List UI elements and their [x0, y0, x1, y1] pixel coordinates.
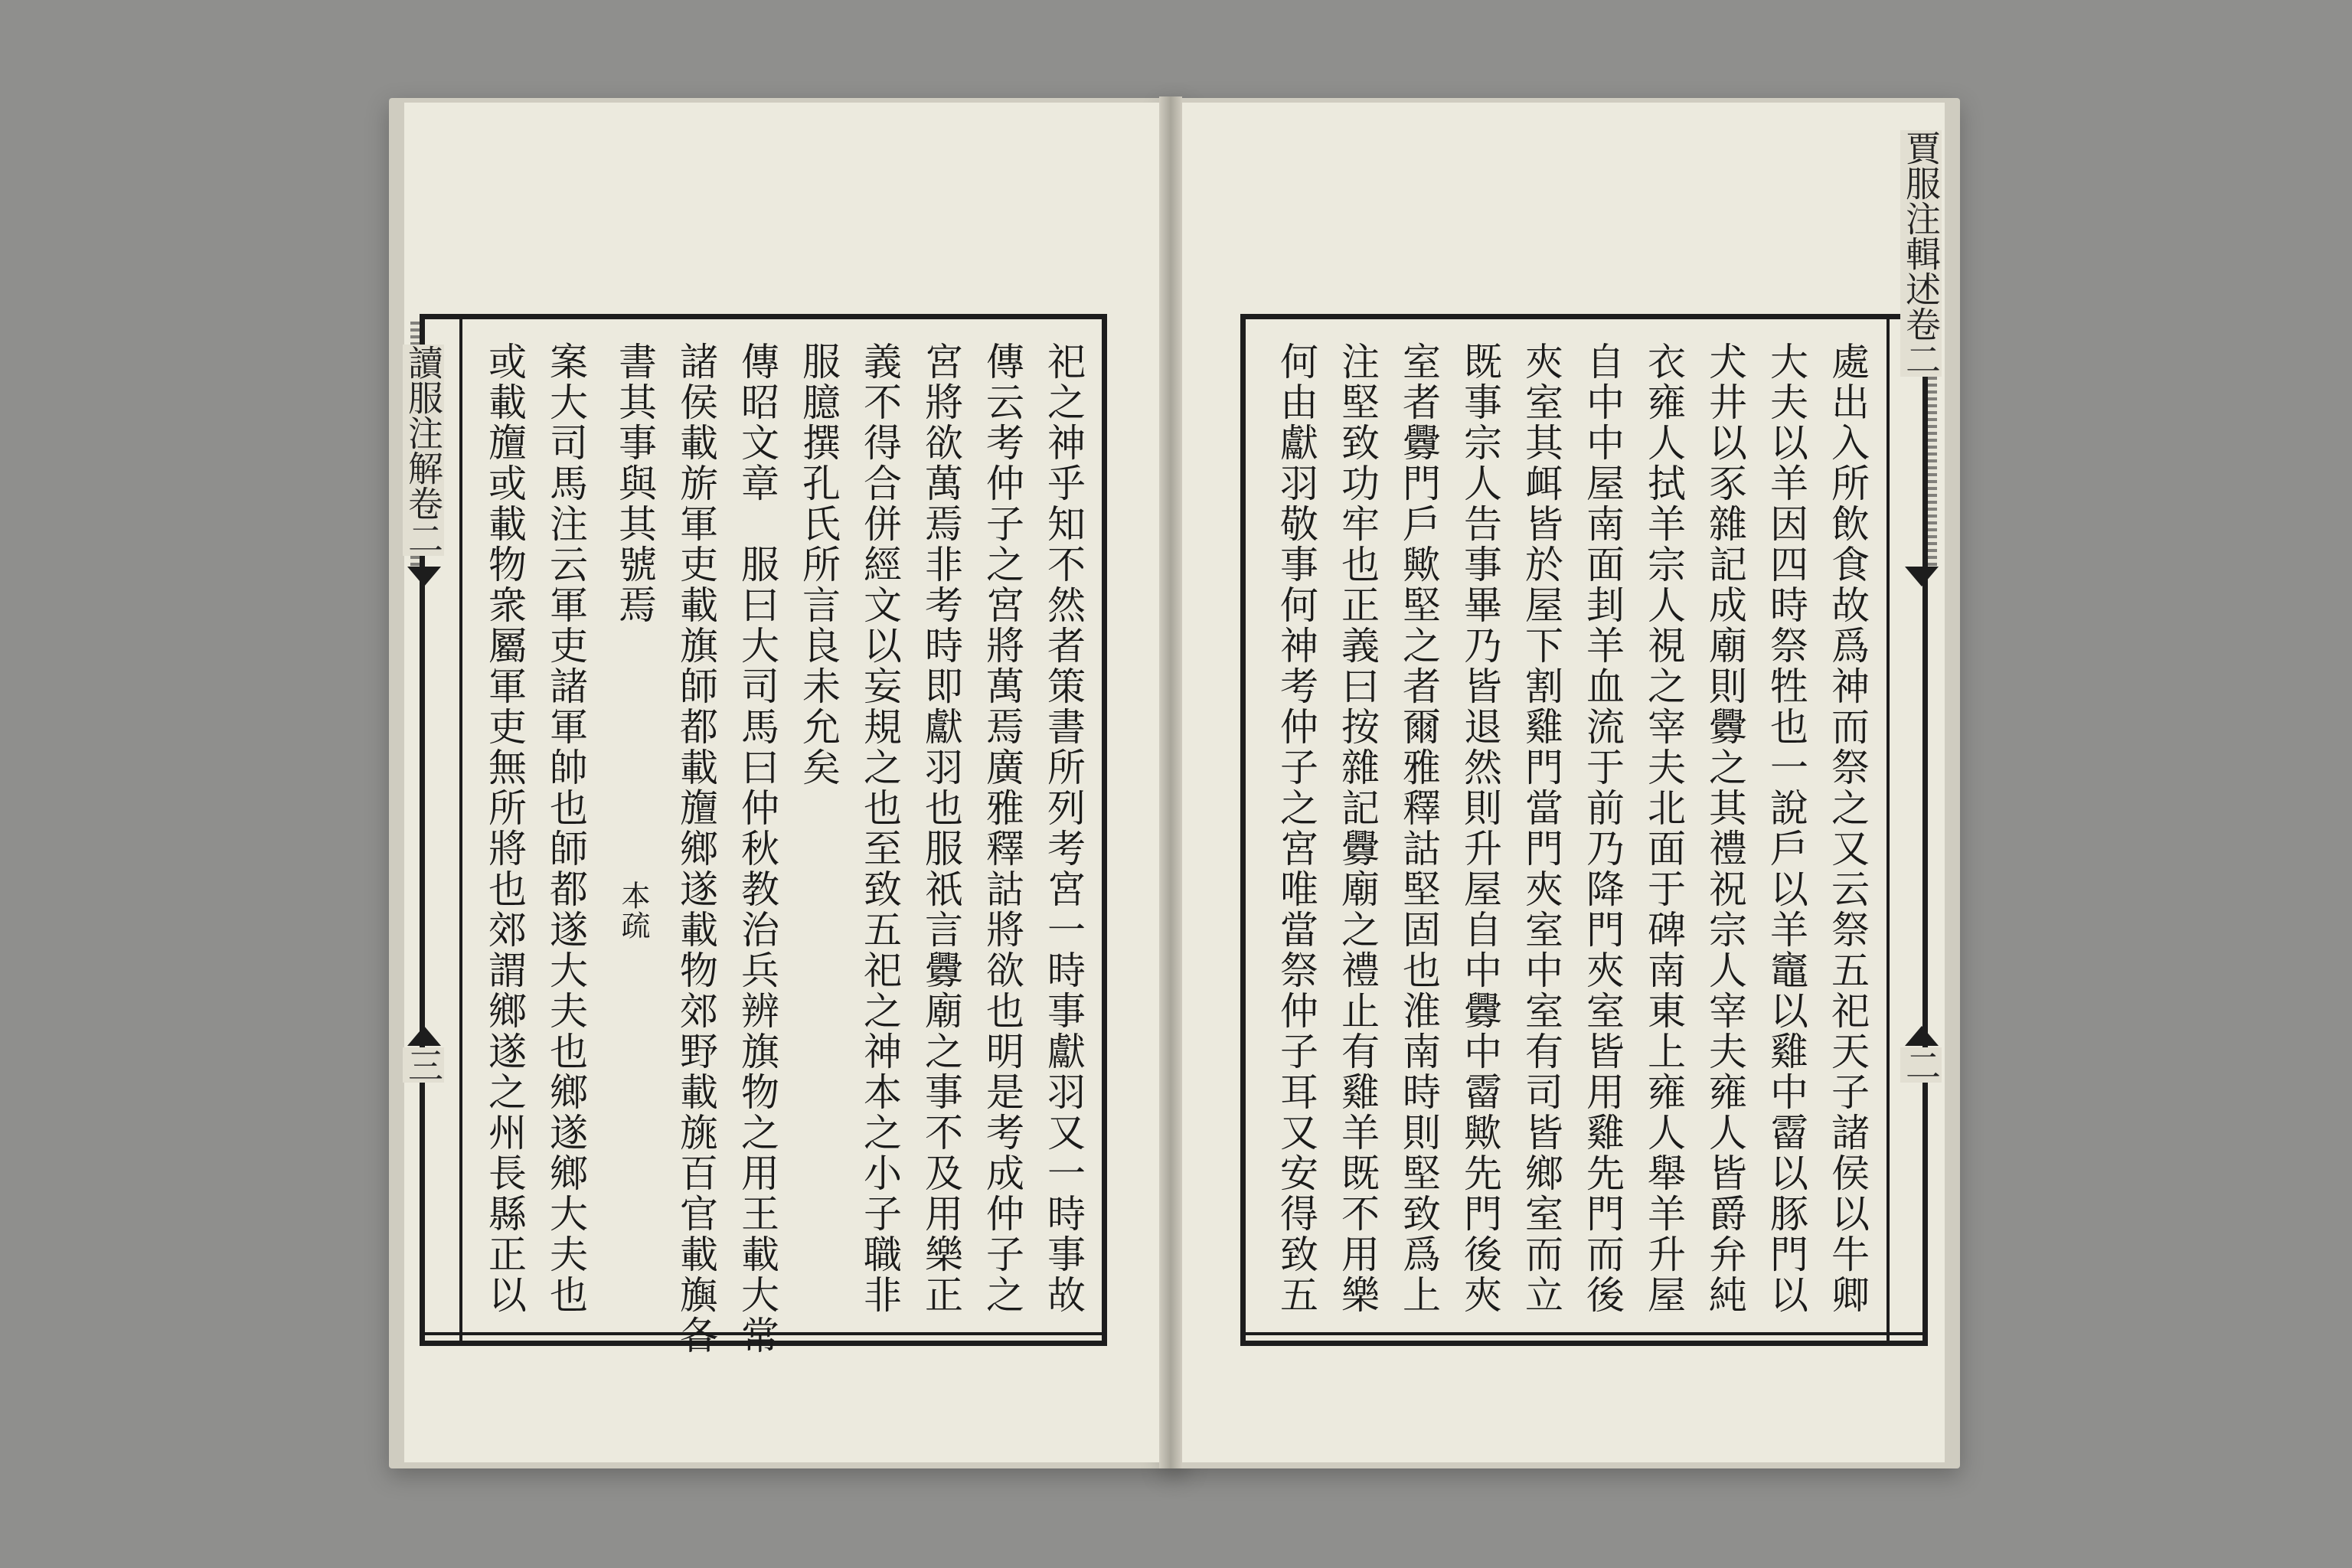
- left-column-2: 傳云考仲子之宮將萬焉廣雅釋詁將欲也明是考成仲子之: [980, 341, 1024, 1315]
- right-column-6: 夾室其衈皆於屋下割雞門當門夾室中室有司皆鄉室而立: [1519, 341, 1563, 1315]
- right-column-5: 自中中屋南面刲羊血流于前乃降門夾室皆用雞先門而後: [1580, 341, 1625, 1315]
- right-column-8: 室者釁門戶歟堅之者爾雅釋詁堅固也淮南時則堅致爲上: [1396, 341, 1441, 1315]
- right-column-9: 注堅致功牢也正義曰按雜記釁廟之禮止有雞羊既不用樂: [1335, 341, 1380, 1315]
- right-column-1: 處出入所飲食故爲神而祭之又云祭五祀天子諸侯以牛卿: [1825, 341, 1870, 1315]
- left-column-7: 諸侯載旂軍吏載旗師都載旜鄉遂載物郊野載旐百官載旟各: [674, 341, 718, 1356]
- right-fishtail-bottom: [1905, 1026, 1939, 1046]
- left-fishtail-bottom: [407, 1026, 441, 1046]
- book-gutter: [1159, 96, 1182, 1468]
- left-small-note: 本疏: [616, 880, 650, 940]
- left-column-4: 義不得合併經文以妄規之也至致五祀之神本之小子職非: [858, 341, 902, 1315]
- left-margin-page-number: 三: [403, 1047, 444, 1083]
- left-column-10: 或載旜或載物衆屬軍吏無所將也郊謂鄉遂之州長縣正以: [482, 341, 527, 1315]
- left-fishtail-top: [407, 567, 441, 586]
- left-column-3: 宮將欲萬焉非考時即獻羽也服祇言釁廟之事不及用樂正: [919, 341, 963, 1315]
- right-column-4: 衣雍人拭羊宗人視之宰夫北面于碑南東上雍人舉羊升屋: [1642, 341, 1686, 1315]
- left-column-5: 服臆撰孔氏所言良未允矣: [796, 341, 841, 788]
- left-column-8: 書其事與其號焉: [612, 341, 657, 626]
- left-column-9: 案大司馬注云軍吏諸軍帥也師都遂大夫也鄉遂鄉大夫也: [544, 341, 588, 1315]
- right-column-7: 既事宗人告事畢乃皆退然則升屋自中釁中霤歟先門後夾: [1458, 341, 1502, 1315]
- left-margin-rule: [459, 314, 462, 1346]
- right-column-3: 犬井以豕雜記成廟則釁之其禮祝宗人宰夫雍人皆爵弁純: [1703, 341, 1747, 1315]
- right-page-inner-line: [1240, 1332, 1928, 1335]
- right-column-2: 大夫以羊因四時祭牲也一說戶以羊竈以雞中霤以豚門以: [1764, 341, 1808, 1315]
- right-column-10: 何由獻羽敬事何神考仲子之宮唯當祭仲子耳又安得致五: [1274, 341, 1318, 1315]
- right-margin-rule: [1886, 314, 1890, 1346]
- left-column-1: 祀之神乎知不然者策書所列考宮一時事獻羽又一時事故: [1041, 341, 1086, 1315]
- right-margin-title: 賈服注輯述卷二: [1900, 130, 1942, 377]
- right-fishtail-top: [1905, 567, 1939, 586]
- left-margin-title: 讀服注解卷二: [403, 345, 444, 556]
- left-column-6: 傳昭文章 服曰大司馬曰仲秋教治兵辨旗物之用王載大常: [735, 341, 779, 1356]
- right-margin-page-number: 二: [1900, 1047, 1942, 1083]
